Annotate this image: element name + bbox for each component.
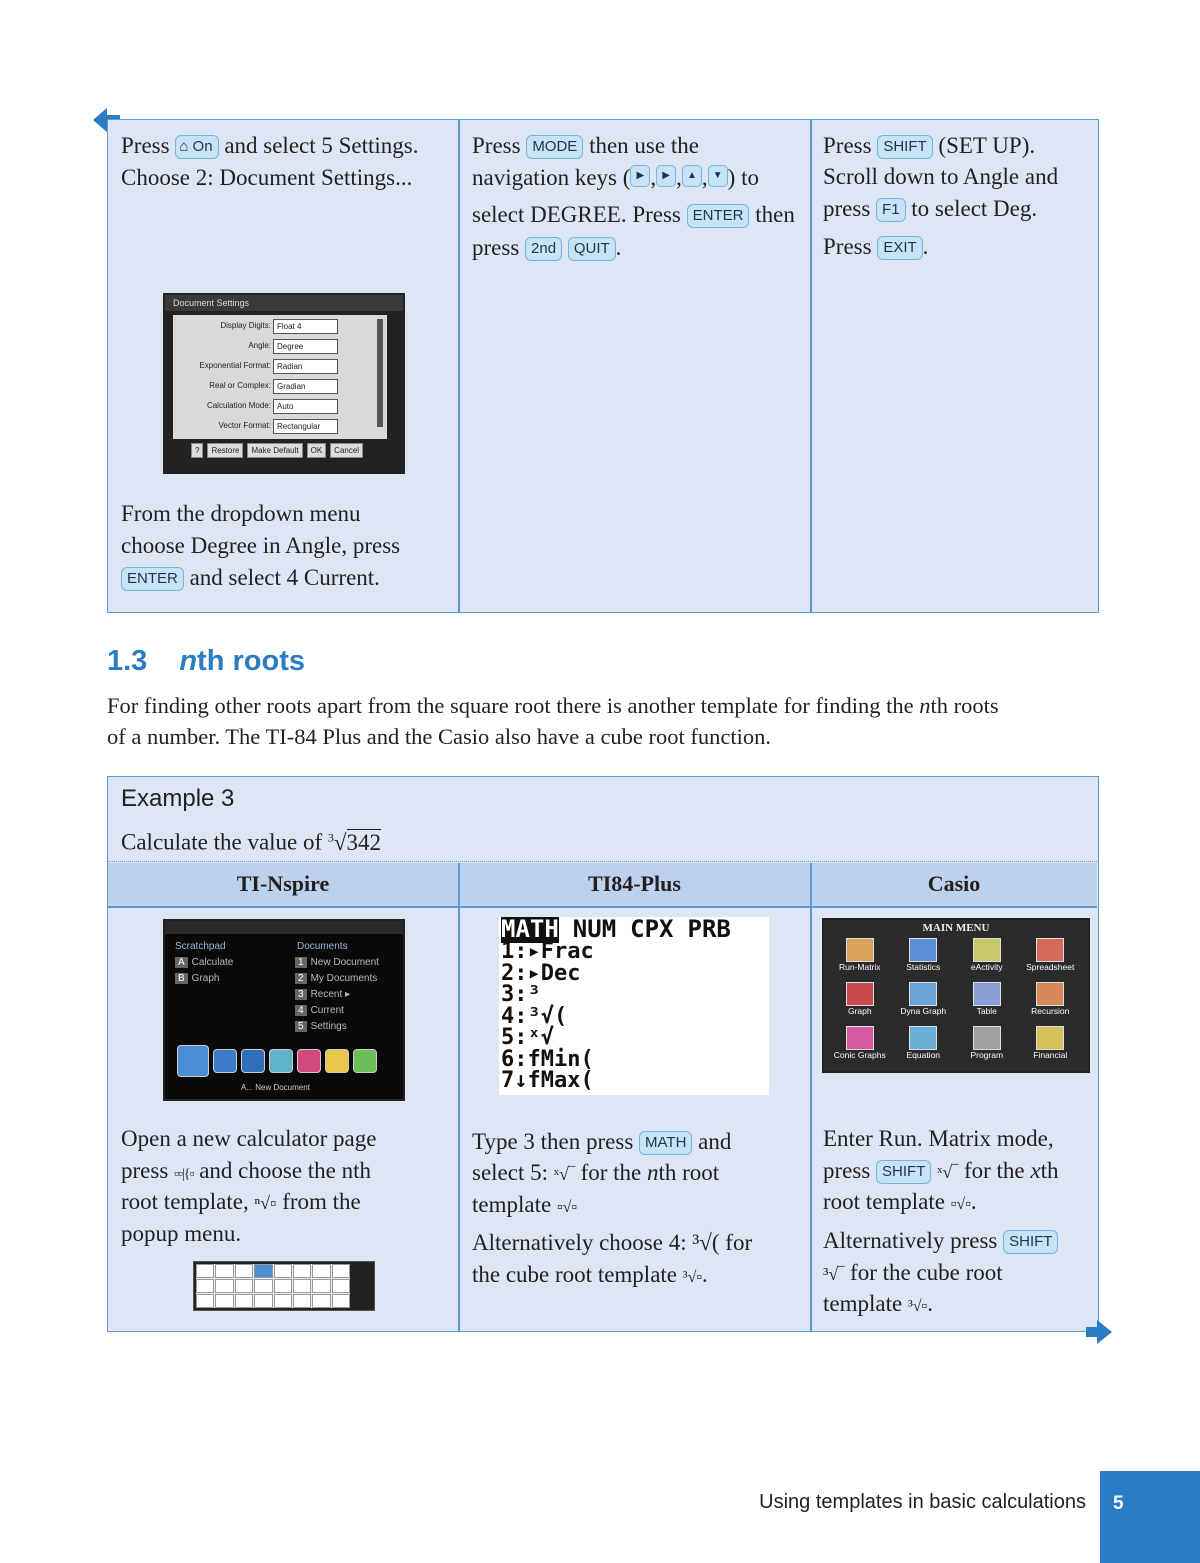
casio-cube-template-icon: ³√▫ <box>907 1298 928 1315</box>
settings-dialog-button: Restore <box>207 443 243 458</box>
shift-key-casio: SHIFT <box>876 1160 931 1184</box>
ti84-step-line5: the cube root template ³√▫. <box>472 1262 708 1287</box>
template-cell-icon <box>274 1264 292 1278</box>
nspire-template-palette-screenshot <box>193 1261 375 1311</box>
casio-xth-root-symbol: ˣ√‾ <box>937 1162 959 1182</box>
footer-chapter-title: Using templates in basic calculations <box>759 1491 1086 1513</box>
template-key-icon: ▫▫|{▫ <box>174 1167 194 1182</box>
template-cell-icon <box>196 1264 214 1278</box>
casio-step-line1: Enter Run. Matrix mode, <box>823 1126 1054 1151</box>
home-icon: ⌂ <box>179 138 189 155</box>
casio-app-icon: Program <box>955 1024 1019 1064</box>
ti84-menu-tab: PRB <box>687 917 731 943</box>
nspire-menu-item: 4 Current <box>295 1005 379 1021</box>
quit-key: QUIT <box>568 237 616 261</box>
template-cell-icon <box>274 1294 292 1308</box>
nspire-step-line4: popup menu. <box>121 1221 242 1246</box>
casio-setting-line3: press F1 to select Deg. <box>823 196 1038 221</box>
nspire-app-icon <box>213 1049 237 1073</box>
ti84-setting-line3: select DEGREE. Press ENTER then <box>472 202 795 227</box>
document-settings-screenshot: Document Settings Display Digits: Float 4 Angle: Degree Exponential Format: Radian Real or Complex: Gradian Calculation Mode: Auto Vector Format: Rectangular ? Restore Make Default OK Cancel <box>163 293 405 474</box>
right-nav-key-2: ▶ <box>656 165 676 187</box>
dropdown-instruction-2: choose Degree in Angle, press <box>121 533 401 558</box>
left-arrow-marker <box>93 108 107 132</box>
nspire-app-icon <box>241 1049 265 1073</box>
ti84-setting-line1: Press MODE then use the <box>472 133 699 158</box>
template-cell-icon <box>254 1279 272 1293</box>
settings-dialog-button: Cancel <box>330 443 363 458</box>
top-settings-table <box>107 119 1099 613</box>
down-nav-key: ▼ <box>708 165 728 187</box>
casio-app-icon: Table <box>955 980 1019 1020</box>
casio-step-line4: Alternatively press SHIFT <box>823 1225 1058 1257</box>
template-cell-icon <box>215 1264 233 1278</box>
casio-app-icon: Run-Matrix <box>828 936 892 976</box>
ti84-menu-item: 1:▸Frac <box>501 939 594 964</box>
ti84-setting-line2: navigation keys ( ▶ , ▶ , ▲ , ▼ ) to <box>472 165 759 190</box>
enter-key-ti84: ENTER <box>687 204 750 228</box>
settings-row: Angle: Degree <box>173 337 387 357</box>
settings-dialog-button: OK <box>307 443 327 458</box>
example-3-table <box>107 776 1099 1332</box>
math-key: MATH <box>639 1131 692 1155</box>
casio-step-line5: ³√‾ for the cube root <box>823 1260 1003 1285</box>
template-cell-icon <box>312 1264 330 1278</box>
casio-app-icon: Statistics <box>892 936 956 976</box>
nspire-step-line2: press ▫▫|{▫ and choose the nth <box>121 1158 372 1183</box>
example-question: Calculate the value of $^3$√342 <box>121 829 382 855</box>
template-cell-icon <box>274 1279 292 1293</box>
ti84-menu-item: 2:▸Dec <box>501 960 581 986</box>
casio-step-line3: root template ▫√▫. <box>823 1189 977 1214</box>
ti84-menu-item: 3:³ <box>501 982 541 1007</box>
settings-row: Exponential Format: Radian <box>173 357 387 377</box>
template-cell-icon <box>215 1279 233 1293</box>
casio-cube-root-symbol: ³√‾ <box>823 1264 845 1284</box>
template-cell-icon <box>215 1294 233 1308</box>
nspire-app-icon <box>177 1045 209 1077</box>
casio-app-icon: Conic Graphs <box>828 1024 892 1064</box>
casio-setting-line2: Scroll down to Angle and <box>823 164 1059 189</box>
page-number-box <box>1100 1471 1200 1563</box>
nspire-menu-item: B Graph <box>175 973 233 989</box>
template-cell-icon <box>235 1294 253 1308</box>
settings-dialog-button: Make Default <box>247 443 302 458</box>
shift-key-casio-2: SHIFT <box>1003 1230 1058 1254</box>
ti84-menu-item: 4:³√( <box>501 1003 568 1029</box>
ti84-step-line2: select 5: ˣ√‾ for the nth root <box>472 1160 720 1185</box>
casio-setting-line1: Press SHIFT (SET UP). <box>823 133 1036 158</box>
ti84-menu-item: 6:fMin( <box>501 1046 594 1072</box>
nth-root-template-icon: ⁿ√▫ <box>254 1193 277 1213</box>
section-paragraph-line1: For finding other roots apart from the square root there is another template for finding the nth roots <box>107 693 999 718</box>
casio-app-icon: Equation <box>892 1024 956 1064</box>
shift-key: SHIFT <box>877 135 932 159</box>
casio-app-icon: Spreadsheet <box>1019 936 1083 976</box>
enter-key: ENTER <box>121 567 184 591</box>
casio-app-icon: Recursion <box>1019 980 1083 1020</box>
template-cell-icon <box>332 1264 350 1278</box>
casio-app-icon: eActivity <box>955 936 1019 976</box>
template-cell-icon <box>312 1279 330 1293</box>
section-number: 1.3 <box>107 645 148 677</box>
template-cell-icon <box>312 1294 330 1308</box>
dropdown-instruction-3: ENTER and select 4 Current. <box>121 562 380 594</box>
ti84-step-line3: template ▫√▫ <box>472 1192 578 1217</box>
header-ti84-plus: TI84-Plus <box>588 871 681 896</box>
casio-main-menu-screenshot: MAIN MENU Run-Matrix Statistics eActivity Spreadsheet Graph Dyna Graph Table Recursion Conic Graphs Equation Program Financial <box>822 918 1090 1073</box>
nspire-app-icon <box>269 1049 293 1073</box>
template-cell-icon <box>332 1294 350 1308</box>
ti84-menu-item: 5:ˣ√ <box>501 1025 554 1050</box>
exit-key: EXIT <box>877 236 922 260</box>
header-ti-nspire: TI-Nspire <box>236 871 330 896</box>
nspire-step-line1: Open a new calculator page <box>121 1126 377 1151</box>
template-cell-icon <box>235 1264 253 1278</box>
section-heading: 1.3 nth roots <box>107 645 305 677</box>
template-cell-icon <box>293 1279 311 1293</box>
settings-row: Vector Format: Rectangular <box>173 417 387 437</box>
ti84-menu-item: 7↓fMax( <box>501 1068 594 1093</box>
casio-step-line6: template ³√▫. <box>823 1291 933 1316</box>
casio-app-icon: Dyna Graph <box>892 980 956 1020</box>
cube-root-expression: $^3$√342 <box>327 829 382 855</box>
template-cell-icon <box>196 1294 214 1308</box>
ti84-menu-tab: MATH <box>501 917 559 943</box>
nspire-setting-line1: Press ⌂ On and select 5 Settings. <box>121 133 419 158</box>
settings-row: Calculation Mode: Auto <box>173 397 387 417</box>
ti84-step-line4: Alternatively choose 4: ³√( for <box>472 1230 753 1255</box>
casio-step-line2: press SHIFT ˣ√‾ for the xth <box>823 1158 1059 1183</box>
nspire-menu-item: 5 Settings <box>295 1021 379 1037</box>
casio-root-template-icon: ▫√▫ <box>950 1196 971 1213</box>
ti84-setting-line4: press 2nd QUIT . <box>472 235 622 260</box>
template-cell-icon <box>254 1294 272 1308</box>
nspire-menu-item: 2 My Documents <box>295 973 379 989</box>
nspire-menu-item: 1 New Document <box>295 957 379 973</box>
second-key: 2nd <box>525 237 562 261</box>
template-cell-icon <box>254 1264 272 1278</box>
casio-setting-line4: Press EXIT . <box>823 234 929 259</box>
mode-key: MODE <box>526 135 583 159</box>
f1-key: F1 <box>876 198 906 222</box>
xth-root-symbol: ˣ√‾ <box>553 1164 575 1184</box>
casio-app-icon: Graph <box>828 980 892 1020</box>
casio-app-icon: Financial <box>1019 1024 1083 1064</box>
nspire-app-icon <box>353 1049 377 1073</box>
header-casio: Casio <box>927 871 981 896</box>
right-arrow-marker <box>1097 1320 1112 1344</box>
template-cell-icon <box>293 1264 311 1278</box>
section-paragraph-line2: of a number. The TI-84 Plus and the Casio also have a cube root function. <box>107 724 772 749</box>
nspire-setting-line2: Choose 2: Document Settings... <box>121 165 413 190</box>
example-title: Example 3 <box>121 785 235 812</box>
ti84-math-menu-screenshot <box>499 917 769 1095</box>
right-nav-key: ▶ <box>630 165 650 187</box>
template-cell-icon <box>332 1279 350 1293</box>
nspire-home-screenshot: Scratchpad A Calculate B Graph Documents 1 New Document 2 My Documents 3 Recent ▸ 4 Current 5 Settings A... New Document <box>163 919 405 1101</box>
nspire-menu-item: A Calculate <box>175 957 233 973</box>
template-cell-icon <box>196 1279 214 1293</box>
nspire-app-icon <box>297 1049 321 1073</box>
ti84-step-line1: Type 3 then press MATH and <box>472 1129 732 1154</box>
ti84-menu-tab: CPX <box>630 917 674 943</box>
template-cell-icon <box>235 1279 253 1293</box>
ti84-template-icon: ▫√▫ <box>556 1199 578 1216</box>
settings-dialog-button: ? <box>191 443 203 458</box>
settings-row: Display Digits: Float 4 <box>173 317 387 337</box>
nspire-menu-item: 3 Recent ▸ <box>295 989 379 1005</box>
page-number: 5 <box>1113 1493 1124 1514</box>
ti84-menu-tab: NUM <box>572 917 617 943</box>
up-nav-key: ▲ <box>682 165 702 187</box>
nspire-step-line3: root template, ⁿ√▫ from the <box>121 1189 361 1214</box>
settings-row: Real or Complex: Gradian <box>173 377 387 397</box>
home-on-key: ⌂ On <box>175 135 218 159</box>
template-cell-icon <box>293 1294 311 1308</box>
nspire-app-icon <box>325 1049 349 1073</box>
dropdown-instruction-1: From the dropdown menu <box>121 501 361 526</box>
cube-root-template-icon: ³√▫ <box>682 1269 703 1286</box>
